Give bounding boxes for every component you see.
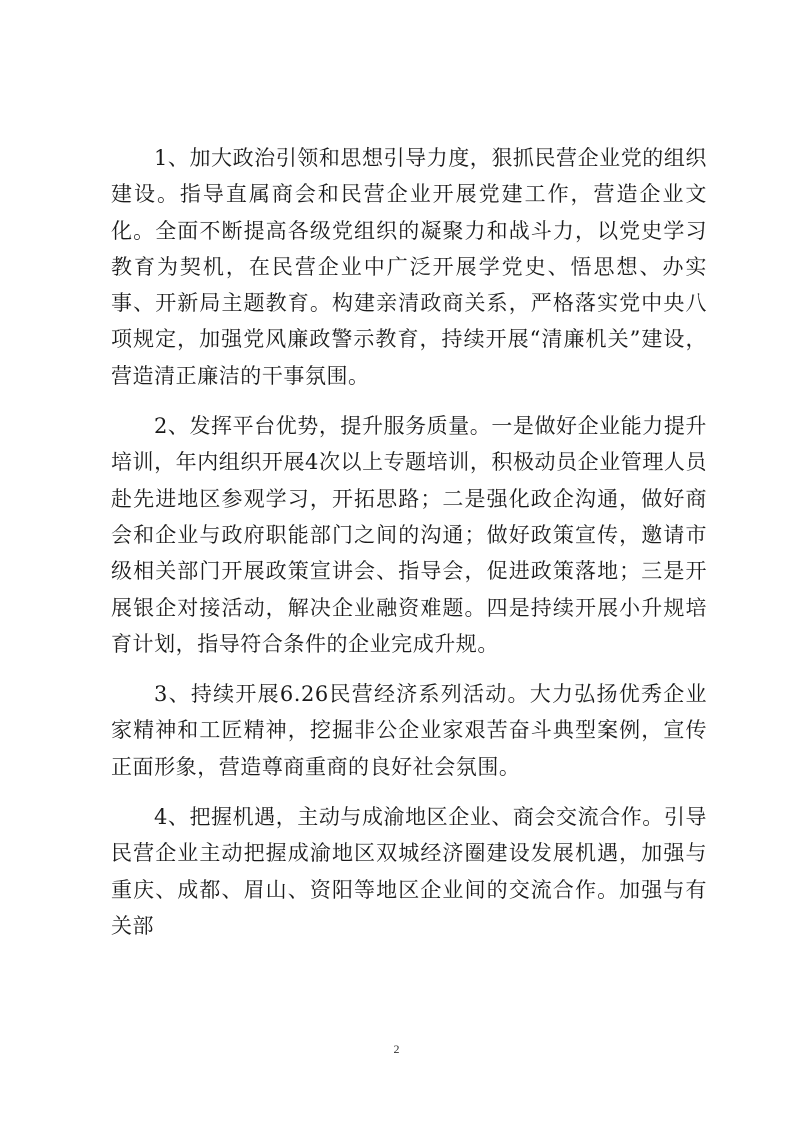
paragraph-chengdu-chongqing-cooperation: 4、把握机遇，主动与成渝地区企业、商会交流合作。引导民营企业主动把握成渝地区双城经济圈建设发展机遇，加强与重庆、成都、眉山、资阳等地区企业间的交流合作。加强与有关部 <box>111 805 707 938</box>
document-body <box>111 140 707 944</box>
page-number: 2 <box>393 1042 400 1056</box>
paragraph-party-building: 1、加大政治引领和思想引导力度，狠抓民营企业党的组织建设。指导直属商会和民营企业开展党建工作，营造企业文化。全面不断提高各级党组织的凝聚力和战斗力，以党史学习教育为契机，在民营企业中广泛开展学党史、悟思想、办实事、开新局主题教育。构建亲清政商关系，严格落实党中央八项规定，加强党风廉政警示教育，持续开展“清廉机关”建设，营造清正廉洁的干事氛围。 <box>111 146 707 388</box>
paragraph-private-economy-activities: 3、持续开展6.26民营经济系列活动。大力弘扬优秀企业家精神和工匠精神，挖掘非公企业家艰苦奋斗典型案例，宣传正面形象，营造尊商重商的良好社会氛围。 <box>111 682 707 779</box>
paragraph-service-platform: 2、发挥平台优势，提升服务质量。一是做好企业能力提升培训，年内组织开展4次以上专题培训，积极动员企业管理人员赴先进地区参观学习，开拓思路；二是强化政企沟通，做好商会和企业与政府职能部门之间的沟通；做好政策宣传，邀请市级相关部门开展政策宣讲会、指导会，促进政策落地；三是开展银企对接活动，解决企业融资难题。四是持续开展小升规培育计划，指导符合条件的企业完成升规。 <box>111 414 707 656</box>
